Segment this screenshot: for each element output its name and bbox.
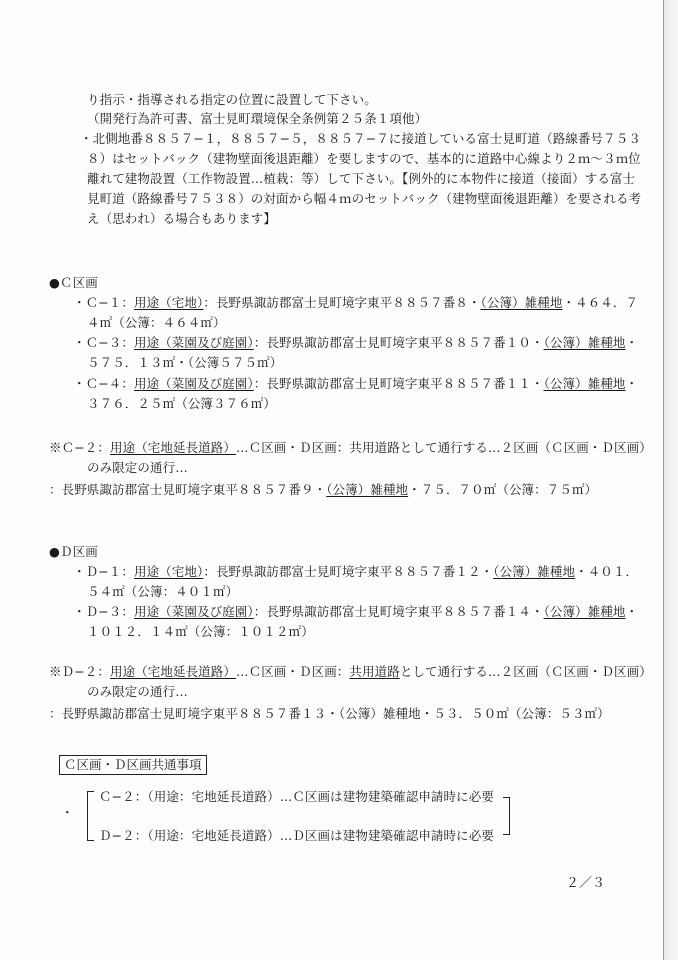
right-bracket bbox=[503, 797, 510, 835]
parcel-prefix: ・Ｃ−１： bbox=[73, 295, 134, 310]
note-text: として通行する…２区画（Ｃ区画・Ｄ区画） bbox=[399, 664, 652, 679]
parcel-c1-line2: ４㎡（公簿：４６４㎡） bbox=[87, 315, 226, 330]
parcel-land-type: （公簿）雑種地 bbox=[543, 604, 626, 619]
common-item-d2: Ｄ−２：（用途：宅地延長道路）…Ｄ区画は建物建築確認申請時に必要 bbox=[99, 828, 494, 843]
setback-note-line: 見町道（路線番号７５３８）の対面から幅４ｍのセットバック（建物壁面後退距離）を要される考 bbox=[87, 191, 642, 206]
parcel-prefix: ・Ｃ−３： bbox=[73, 335, 134, 350]
parcel-c3-line1 bbox=[73, 335, 638, 351]
setback-note-line: ８）はセットバック（建物壁面後退距離）を要しますので、基本的に道路中心線より２ｍ〜３ｍ位 bbox=[87, 151, 641, 166]
parcel-use: 用途（菜園及び庭園） bbox=[133, 335, 254, 350]
parcel-d3-line2: １０１２．１４㎡（公簿：１０１２㎡） bbox=[87, 624, 314, 639]
parcel-address: ：長野県諏訪郡富士見町境字東平８８５７番１２・ bbox=[203, 564, 494, 579]
parcel-land-type: （公簿）雑種地 bbox=[543, 376, 626, 391]
setback-note-line: 離れて建物設置（工作物設置…植栽：等）して下さい。【例外的に本物件に接道（接面）する富士 bbox=[87, 171, 636, 186]
section-heading-d: ●Ｄ区画 bbox=[49, 544, 98, 559]
parcel-c4-line2: ３７６．２５㎡（公簿３７６㎡） bbox=[87, 396, 277, 411]
page-number: ２／３ bbox=[566, 876, 606, 891]
note-road: 共用道路 bbox=[349, 664, 400, 679]
parcel-d1-line2: ５４㎡（公簿：４０１㎡） bbox=[87, 584, 239, 599]
common-items-title: Ｃ区画・Ｄ区画共通事項 bbox=[59, 755, 207, 775]
note-use: 用途（宅地延長道路） bbox=[109, 664, 236, 679]
note-text: …Ｃ区画・Ｄ区画： bbox=[236, 664, 350, 679]
parcel-c1-line1 bbox=[73, 295, 638, 311]
left-bracket bbox=[87, 791, 94, 841]
parcel-use: 用途（菜園及び庭園） bbox=[133, 604, 254, 619]
parcel-d3-line1 bbox=[73, 604, 638, 620]
parcel-d1-line1 bbox=[73, 564, 638, 580]
note-d2-line1 bbox=[49, 664, 652, 680]
parcel-area: ・４０１． bbox=[575, 564, 639, 579]
note-d2-line2: のみ限定の通行… bbox=[87, 684, 188, 699]
note-prefix: ※Ｃ−２： bbox=[49, 440, 110, 455]
page-edge-shadow bbox=[663, 0, 678, 960]
note-d2-address: ：長野県諏訪郡富士見町境字東平８８５７番１３・（公簿）雑種地・５３．５０㎡（公簿：５３㎡） bbox=[49, 706, 610, 721]
note-area: ・７５．７０㎡（公簿：７５㎡） bbox=[408, 482, 598, 497]
note-c2-address bbox=[49, 482, 597, 498]
note-use: 用途（宅地延長道路） bbox=[109, 440, 236, 455]
parcel-address: ：長野県諏訪郡富士見町境字東平８８５７番１０・ bbox=[253, 335, 544, 350]
setback-note-line: え（思われ）る場合もあります】 bbox=[87, 211, 277, 226]
parcel-prefix: ・Ｃ−４： bbox=[73, 376, 134, 391]
common-item-c2: Ｃ−２：（用途：宅地延長道路）…Ｃ区画は建物建築確認申請時に必要 bbox=[99, 789, 494, 804]
section-heading-c: ●Ｃ区画 bbox=[49, 275, 98, 290]
parcel-area: ・ bbox=[625, 376, 639, 391]
parcel-address: ：長野県諏訪郡富士見町境字東平８８５７番１１・ bbox=[253, 376, 544, 391]
parcel-c3-line2: ５７５．１３㎡・（公簿５７５㎡） bbox=[87, 355, 283, 370]
note-text: …Ｃ区画・Ｄ区画：共用道路として通行する…２区画（Ｃ区画・Ｄ区画） bbox=[236, 440, 652, 455]
parcel-use: 用途（宅地） bbox=[133, 564, 204, 579]
intro-line: り指示・指導される指定の位置に設置して下さい。 bbox=[87, 92, 377, 107]
note-address: ：長野県諏訪郡富士見町境字東平８８５７番９・ bbox=[49, 482, 327, 497]
parcel-use: 用途（宅地） bbox=[133, 295, 204, 310]
parcel-land-type: （公簿）雑種地 bbox=[493, 564, 576, 579]
parcel-prefix: ・Ｄ−１： bbox=[73, 564, 134, 579]
parcel-area: ・４６４．７ bbox=[562, 295, 639, 310]
parcel-address: ：長野県諏訪郡富士見町境字東平８８５７番１４・ bbox=[253, 604, 544, 619]
note-land-type: （公簿）雑種地 bbox=[326, 482, 409, 497]
intro-line: （開発行為許可書、富士見町環境保全条例第２５条１項他） bbox=[87, 111, 428, 126]
note-prefix: ※Ｄ−２： bbox=[49, 664, 110, 679]
note-c2-line2: のみ限定の通行… bbox=[87, 460, 188, 475]
parcel-area: ・ bbox=[625, 335, 639, 350]
parcel-use: 用途（菜園及び庭園） bbox=[133, 376, 254, 391]
parcel-prefix: ・Ｄ−３： bbox=[73, 604, 134, 619]
setback-note-line: ・北側地番８８５７−１，８８５７−５，８８５７−７に接道している富士見町道（路線番号７５３ bbox=[80, 131, 641, 146]
parcel-c4-line1 bbox=[73, 376, 638, 392]
parcel-area: ・ bbox=[625, 604, 639, 619]
note-c2-line1 bbox=[49, 440, 652, 456]
bullet-dot: ・ bbox=[61, 805, 74, 820]
parcel-land-type: （公簿）雑種地 bbox=[480, 295, 563, 310]
parcel-address: ：長野県諏訪郡富士見町境字東平８８５７番８・ bbox=[203, 295, 481, 310]
parcel-land-type: （公簿）雑種地 bbox=[543, 335, 626, 350]
